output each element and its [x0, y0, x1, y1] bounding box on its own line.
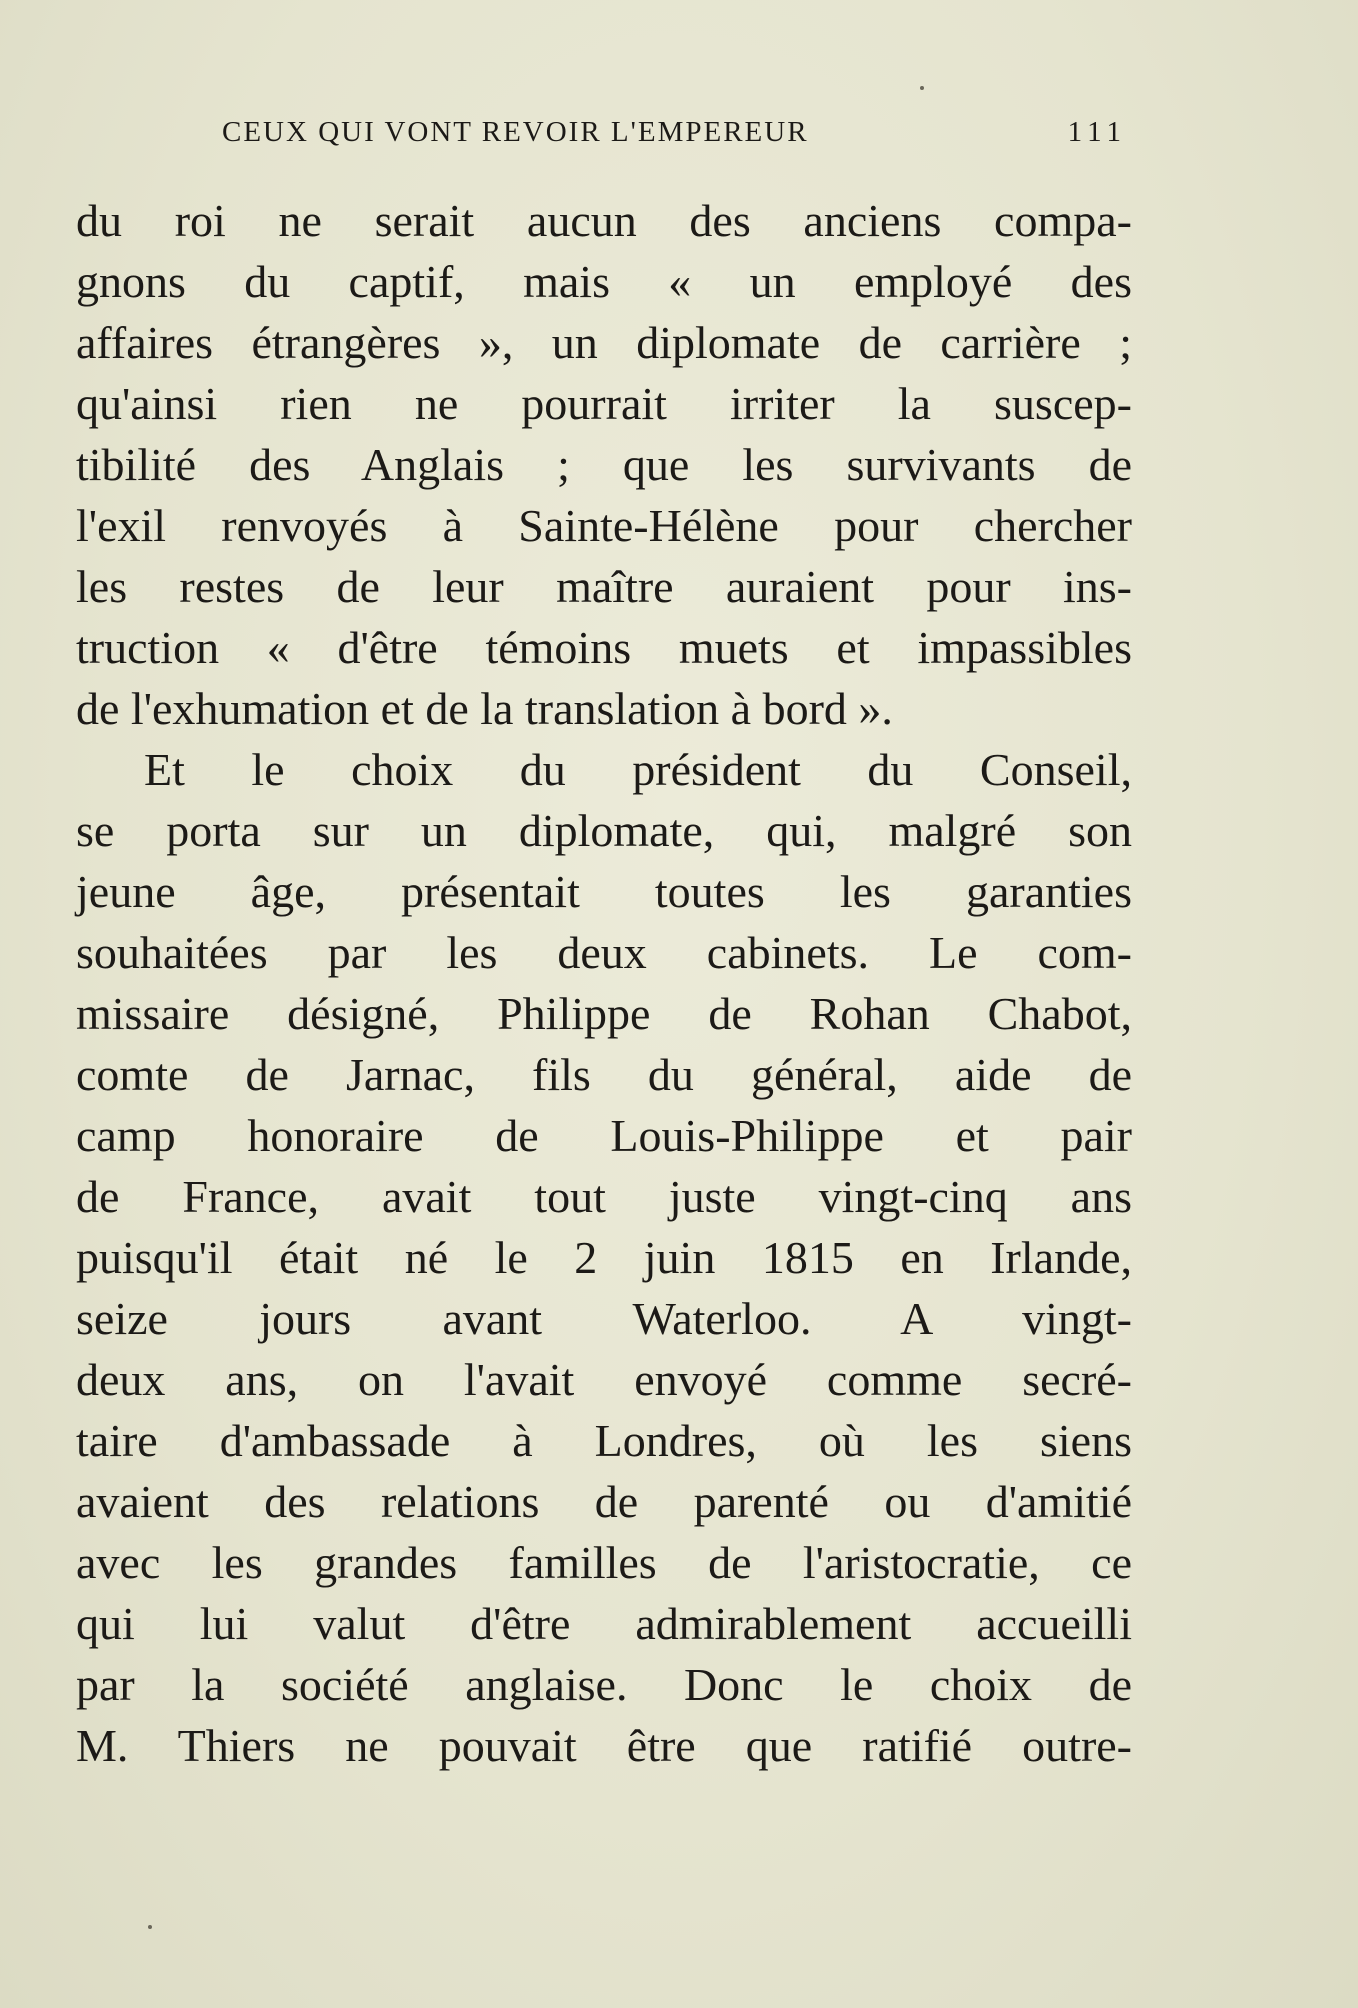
text-line: camp honoraire de Louis-Philippe et pair: [76, 1110, 1132, 1161]
text-line: jeune âge, présentait toutes les garanties: [76, 866, 1132, 917]
text-line: du roi ne serait aucun des anciens compa-: [76, 195, 1132, 246]
text-line: avec les grandes familles de l'aristocratie, ce: [76, 1537, 1132, 1588]
text-line: puisqu'il était né le 2 juin 1815 en Irlande,: [76, 1232, 1132, 1283]
running-title: CEUX QUI VONT REVOIR L'EMPEREUR: [222, 116, 809, 148]
text-line: taire d'ambassade à Londres, où les siens: [76, 1415, 1132, 1466]
text-line: truction « d'être témoins muets et impassibles: [76, 622, 1132, 673]
text-line: l'exil renvoyés à Sainte-Hélène pour chercher: [76, 500, 1132, 551]
text-line: de France, avait tout juste vingt-cinq ans: [76, 1171, 1132, 1222]
text-line: gnons du captif, mais « un employé des: [76, 256, 1132, 307]
text-line: les restes de leur maître auraient pour ins-: [76, 561, 1132, 612]
text-line: affaires étrangères », un diplomate de carrière ;: [76, 317, 1132, 368]
text-line: M. Thiers ne pouvait être que ratifié outre-: [76, 1720, 1132, 1771]
text-line: qui lui valut d'être admirablement accueilli: [76, 1598, 1132, 1649]
paper-speck: [920, 86, 924, 90]
text-line: missaire désigné, Philippe de Rohan Chabot,: [76, 988, 1132, 1039]
paper-speck: [148, 1925, 152, 1929]
text-line: de l'exhumation et de la translation à bord ».: [76, 683, 893, 734]
text-line: seize jours avant Waterloo. A vingt-: [76, 1293, 1132, 1344]
text-line: tibilité des Anglais ; que les survivants de: [76, 439, 1132, 490]
page-number: 111: [1067, 116, 1127, 148]
text-line: avaient des relations de parenté ou d'amitié: [76, 1476, 1132, 1527]
running-head: [222, 116, 1127, 156]
text-line: se porta sur un diplomate, qui, malgré son: [76, 805, 1132, 856]
text-line: qu'ainsi rien ne pourrait irriter la suscep-: [76, 378, 1132, 429]
text-line: deux ans, on l'avait envoyé comme secré-: [76, 1354, 1132, 1405]
text-line: souhaitées par les deux cabinets. Le com-: [76, 927, 1132, 978]
body-text: [76, 190, 1132, 1776]
text-line: Et le choix du président du Conseil,: [144, 744, 1132, 795]
text-line: par la société anglaise. Donc le choix de: [76, 1659, 1132, 1710]
text-line: comte de Jarnac, fils du général, aide de: [76, 1049, 1132, 1100]
